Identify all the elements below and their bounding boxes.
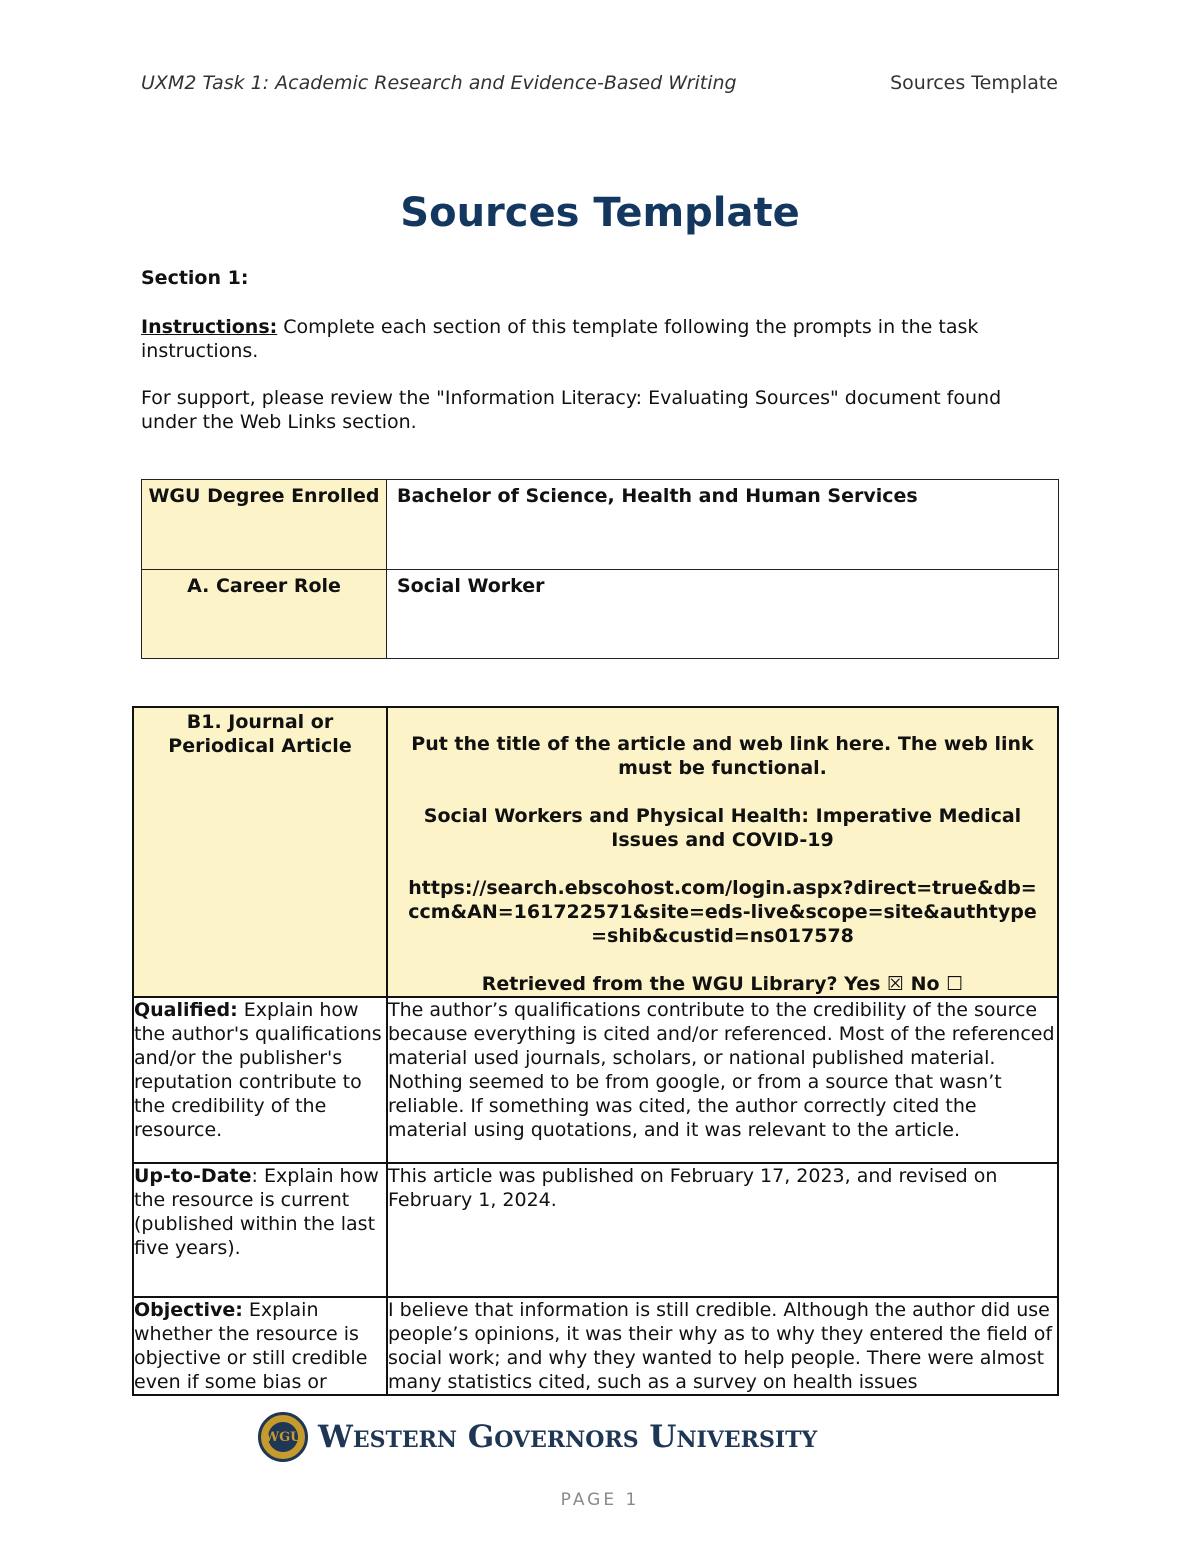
article-prompt: Put the title of the article and web link here. The web link must be functional. <box>411 733 1034 779</box>
table-row <box>133 1297 1058 1395</box>
section-label: Section 1: <box>141 267 249 289</box>
header-document-title: UXM2 Task 1: Academic Research and Evidence-Based Writing <box>141 72 737 94</box>
up-to-date-term: Up-to-Date <box>134 1165 252 1187</box>
wgu-seal-icon <box>258 1412 308 1462</box>
journal-article-table <box>132 706 1059 1396</box>
instructions-text: Complete each section of this template following the prompts in the task instructions. <box>141 316 979 362</box>
instructions-label: Instructions: <box>141 316 278 338</box>
up-to-date-answer: This article was published on February 17, 2023, and revised on February 1, 2024. <box>387 1163 1058 1297</box>
page-title: Sources Template <box>400 190 800 236</box>
objective-prompt: Explain whether the resource is objective or still credible even if some bias or <box>134 1299 368 1393</box>
qualified-prompt: Explain how the author's qualifications and/or the publisher's reputation contribute to the credibility of the resource. <box>134 999 382 1141</box>
instructions-paragraph <box>141 315 1061 363</box>
retrieved-from-library: Retrieved from the WGU Library? Yes ☒ No ☐ <box>481 973 964 995</box>
up-to-date-prompt: : Explain how the resource is current (published within the last five years). <box>134 1165 379 1259</box>
table-row <box>142 480 1059 570</box>
objective-term: Objective: <box>134 1299 243 1321</box>
wgu-seal-mark: WGU <box>268 1422 298 1452</box>
journal-article-label: B1. Journal or Periodical Article <box>133 707 387 997</box>
qualified-criterion <box>133 997 387 1163</box>
wgu-logo-text: Western Governors University <box>318 1419 818 1455</box>
objective-answer: I believe that information is still credible. Although the author did use people’s opinions, it was their why as to why they entered the field of social work; and why they wanted to help people. There were almost many statistics cited, such as a survey on health issues <box>387 1297 1058 1395</box>
career-role-label: A. Career Role <box>142 570 387 659</box>
qualified-term: Qualified: <box>134 999 238 1021</box>
support-paragraph: For support, please review the "Information Literacy: Evaluating Sources" document found under the Web Links section. <box>141 387 1002 433</box>
degree-label: WGU Degree Enrolled <box>142 480 387 570</box>
qualified-answer: The author’s qualifications contribute to the credibility of the source because everything is cited and/or referenced. Most of the referenced material used journals, scholars, or national published material. Nothing seemed to be from google, or from a source that wasn’t reliable. If something was cited, the author correctly cited the material using quotations, and it was relevant to the article. <box>387 997 1058 1163</box>
objective-criterion <box>133 1297 387 1395</box>
article-url[interactable]: https://search.ebscohost.com/login.aspx?direct=true&db=ccm&AN=161722571&site=eds-live&scope=site&authtype=shib&custid=ns017578 <box>408 877 1037 947</box>
table-row <box>133 707 1058 997</box>
journal-article-details <box>387 707 1058 997</box>
table-row <box>133 997 1058 1163</box>
page-number: PAGE 1 <box>560 1490 640 1510</box>
degree-value: Bachelor of Science, Health and Human Services <box>387 480 1059 570</box>
table-row <box>142 570 1059 659</box>
degree-career-table <box>141 479 1059 659</box>
wgu-logo <box>258 1412 817 1462</box>
article-title: Social Workers and Physical Health: Imperative Medical Issues and COVID-19 <box>423 805 1022 851</box>
up-to-date-criterion <box>133 1163 387 1297</box>
table-row <box>133 1163 1058 1297</box>
career-role-value: Social Worker <box>387 570 1059 659</box>
header-template-name: Sources Template <box>890 72 1058 94</box>
